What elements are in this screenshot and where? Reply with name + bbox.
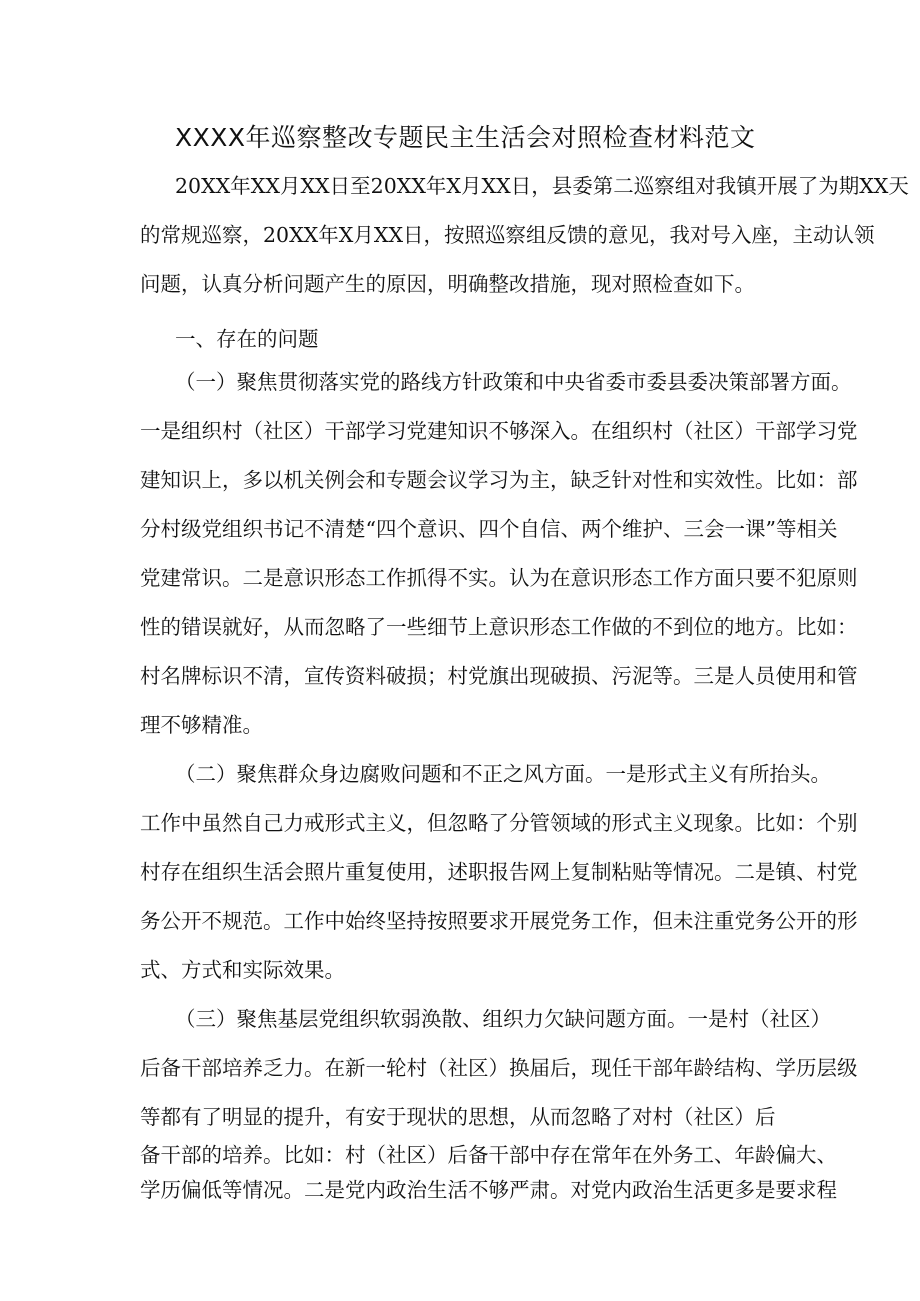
paragraph-line: 式、方式和实际效果。: [140, 958, 345, 982]
section-heading: 一、存在的问题: [175, 327, 319, 351]
paragraph-line: 村名牌标识不清，宣传资料破损；村党旗出现破损、污泥等。三是人员使用和管: [140, 664, 858, 688]
paragraph-line: 一是组织村（社区）干部学习党建知识不够深入。在组织村（社区）干部学习党: [140, 419, 858, 443]
paragraph-line: 建知识上，多以机关例会和专题会议学习为主，缺乏针对性和实效性。比如：部: [140, 468, 858, 492]
paragraph-line: （二）聚焦群众身边腐败问题和不正之风方面。一是形式主义有所抬头。: [175, 762, 831, 786]
paragraph-line: 后备干部培养乏力。在新一轮村（社区）换届后，现任干部年龄结构、学历层级: [140, 1056, 858, 1080]
paragraph-line: （三）聚焦基层党组织软弱涣散、组织力欠缺问题方面。一是村（社区）: [175, 1007, 831, 1031]
intro-line: 20XX年XX月XX日至20XX年X月XX日，县委第二巡察组对我镇开展了为期XX天: [175, 174, 909, 198]
paragraph-line: 备干部的培养。比如：村（社区）后备干部中存在常年在外务工、年龄偏大、: [140, 1143, 837, 1167]
paragraph-line: 工作中虽然自己力戒形式主义，但忽略了分管领域的形式主义现象。比如：个别: [140, 811, 858, 835]
paragraph-line: 理不够精准。: [140, 713, 263, 737]
paragraph-line: 村存在组织生活会照片重复使用，述职报告网上复制粘贴等情况。二是镇、村党: [140, 860, 858, 884]
paragraph-line: 学历偏低等情况。二是党内政治生活不够严肃。对党内政治生活更多是要求程: [140, 1178, 837, 1202]
paragraph-line: 党建常识。二是意识形态工作抓得不实。认为在意识形态工作方面只要不犯原则: [140, 566, 858, 590]
paragraph-line: 务公开不规范。工作中始终坚持按照要求开展党务工作，但未注重党务公开的形: [140, 909, 858, 933]
paragraph-line: 等都有了明显的提升，有安于现状的思想，从而忽略了对村（社区）后: [140, 1105, 776, 1129]
paragraph-line: （一）聚焦贯彻落实党的路线方针政策和中央省委市委县委决策部署方面。: [175, 370, 852, 394]
paragraph-line: 分村级党组织书记不清楚“四个意识、四个自信、两个维护、三会一课”等相关: [140, 517, 838, 541]
intro-line: 问题，认真分析问题产生的原因，明确整改措施，现对照检查如下。: [140, 272, 755, 296]
intro-line: 的常规巡察，20XX年X月XX日，按照巡察组反馈的意见，我对号入座，主动认领: [140, 223, 875, 247]
paragraph-line: 性的错误就好，从而忽略了一些细节上意识形态工作做的不到位的地方。比如：: [140, 615, 858, 639]
document-title: XXXX年巡察整改专题民主生活会对照检查材料范文: [175, 123, 756, 152]
